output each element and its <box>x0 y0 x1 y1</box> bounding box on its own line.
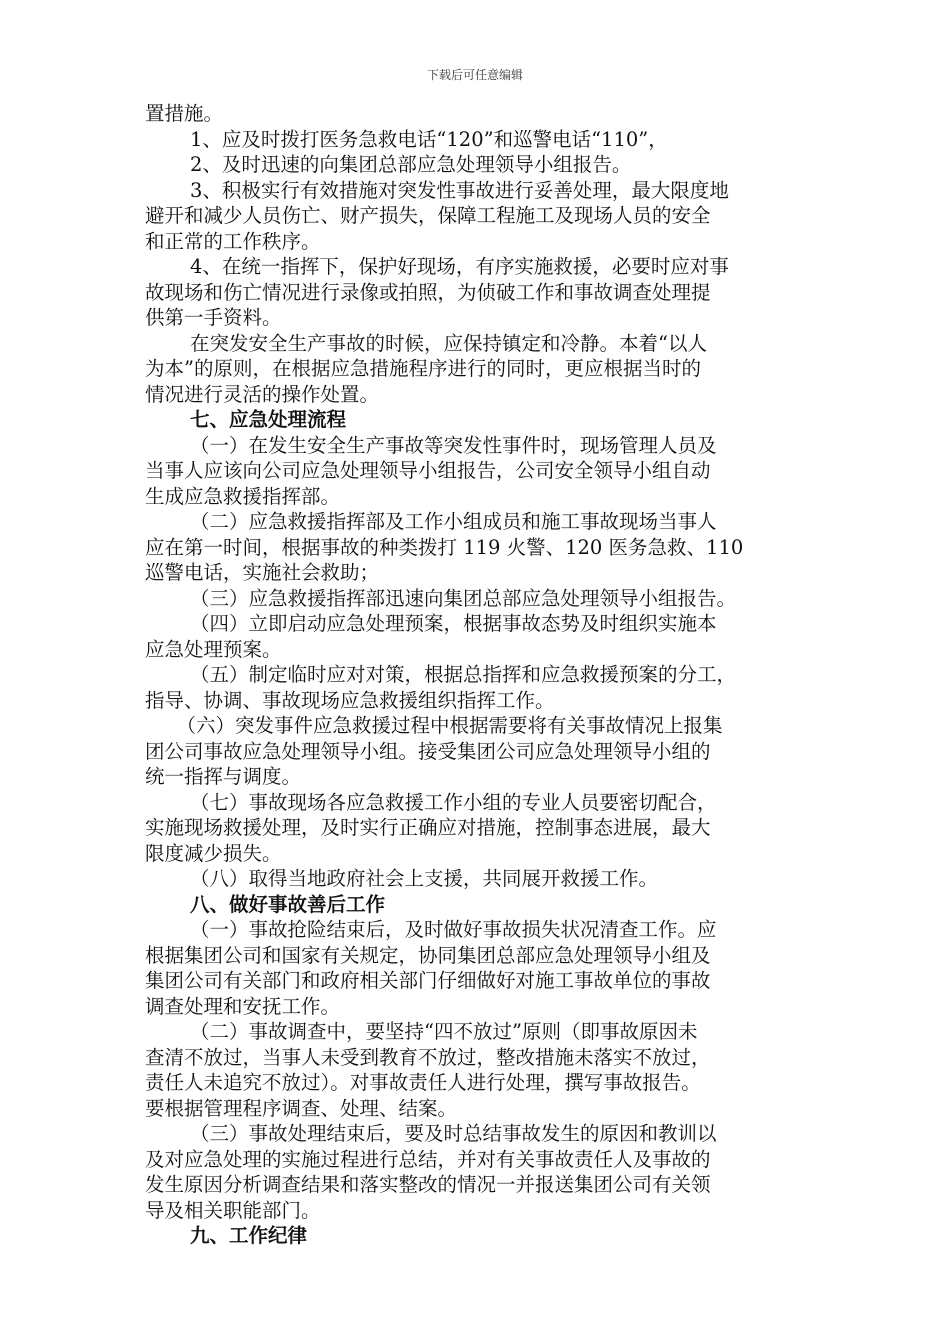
text-line: 实施现场救援处理，及时实行正确应对措施，控制事态进展，最大 <box>145 816 711 839</box>
text-line: 和正常的工作秩序。 <box>145 229 321 253</box>
text-line: 故现场和伤亡情况进行录像或拍照，为侦破工作和事故调查处理提 <box>145 280 711 304</box>
text-line: 根据集团公司和国家有关规定，协同集团总部应急处理领导小组及 <box>145 943 711 967</box>
text-line: 限度减少损失。 <box>145 841 282 865</box>
text-line: 1、应及时拨打医务急救电话“120”和巡警电话“110”， <box>190 127 668 151</box>
text-line: 查清不放过，当事人未受到教育不放过，整改措施未落实不放过， <box>145 1045 711 1069</box>
text-line: 情况进行灵活的操作处置。 <box>145 382 380 406</box>
document-body <box>145 101 810 1249</box>
text-line: （六）突发事件应急救援过程中根据需要将有关事故情况上报集 <box>176 714 723 737</box>
text-line: 置措施。 <box>145 102 224 125</box>
page-header: 下载后可任意编辑 <box>426 68 523 82</box>
text-line: 2、及时迅速的向集团总部应急处理领导小组报告。 <box>190 153 632 176</box>
text-line: 要根据管理程序调查、处理、结案。 <box>145 1096 458 1120</box>
text-line: 发生原因分析调查结果和落实整改的情况一并报送集团公司有关领 <box>145 1173 711 1196</box>
text-line: （八）取得当地政府社会上支援，共同展开救援工作。 <box>190 867 659 890</box>
text-line: 为本”的原则，在根据应急措施程序进行的同时，更应根据当时的 <box>145 357 701 380</box>
text-line: 应在第一时间，根据事故的种类拨打 119 火警、120 医务急救、110 <box>145 535 744 559</box>
text-line: 在突发安全生产事故的时候，应保持镇定和冷静。本着“以人 <box>190 331 707 355</box>
text-line: （七）事故现场各应急救援工作小组的专业人员要密切配合， <box>190 790 717 814</box>
text-line: 供第一手资料。 <box>145 306 282 329</box>
section-heading: 八、做好事故善后工作 <box>190 892 386 916</box>
section-heading: 七、应急处理流程 <box>190 408 347 431</box>
text-line: 当事人应该向公司应急处理领导小组报告，公司安全领导小组自动 <box>145 459 711 482</box>
text-line: 应急处理预案。 <box>145 637 282 661</box>
text-line: 集团公司有关部门和政府相关部门仔细做好对施工事故单位的事故 <box>145 969 711 992</box>
section-heading: 九、工作纪律 <box>190 1224 308 1247</box>
text-line: （五）制定临时应对对策，根据总指挥和应急救援预案的分工， <box>190 663 737 686</box>
text-line: 调查处理和安抚工作。 <box>145 994 341 1018</box>
text-line: （一）在发生安全生产事故等突发性事件时，现场管理人员及 <box>190 433 717 457</box>
text-line: 巡警电话，实施社会救助； <box>145 561 380 584</box>
text-line: （一）事故抢险结束后，及时做好事故损失状况清查工作。应 <box>190 918 717 941</box>
text-line: 指导、协调、事故现场应急救援组织指挥工作。 <box>145 688 555 712</box>
text-line: 避开和减少人员伤亡、财产损失，保障工程施工及现场人员的安全 <box>145 204 711 227</box>
text-line: （三）应急救援指挥部迅速向集团总部应急处理领导小组报告。 <box>190 586 737 610</box>
text-line: 责任人未追究不放过）。对事故责任人进行处理，撰写事故报告。 <box>145 1071 701 1094</box>
text-line: 3、积极实行有效措施对突发性事故进行妥善处理，最大限度地 <box>190 178 729 202</box>
text-line: 团公司事故应急处理领导小组。接受集团公司应急处理领导小组的 <box>145 739 711 763</box>
text-line: 及对应急处理的实施过程进行总结，并对有关事故责任人及事故的 <box>145 1147 711 1171</box>
text-line: 统一指挥与调度。 <box>145 765 302 788</box>
text-line: （三）事故处理结束后，要及时总结事故发生的原因和教训以 <box>190 1122 717 1145</box>
text-line: （四）立即启动应急处理预案，根据事故态势及时组织实施本 <box>190 612 717 635</box>
text-line: 导及相关职能部门。 <box>145 1198 321 1222</box>
text-line: 4、在统一指挥下，保护好现场，有序实施救援，必要时应对事 <box>190 255 729 278</box>
text-line: （二）事故调查中，要坚持“四不放过”原则（即事故原因未 <box>190 1020 698 1043</box>
text-line: （二）应急救援指挥部及工作小组成员和施工事故现场当事人 <box>190 510 717 533</box>
text-line: 生成应急救援指挥部。 <box>145 484 341 508</box>
